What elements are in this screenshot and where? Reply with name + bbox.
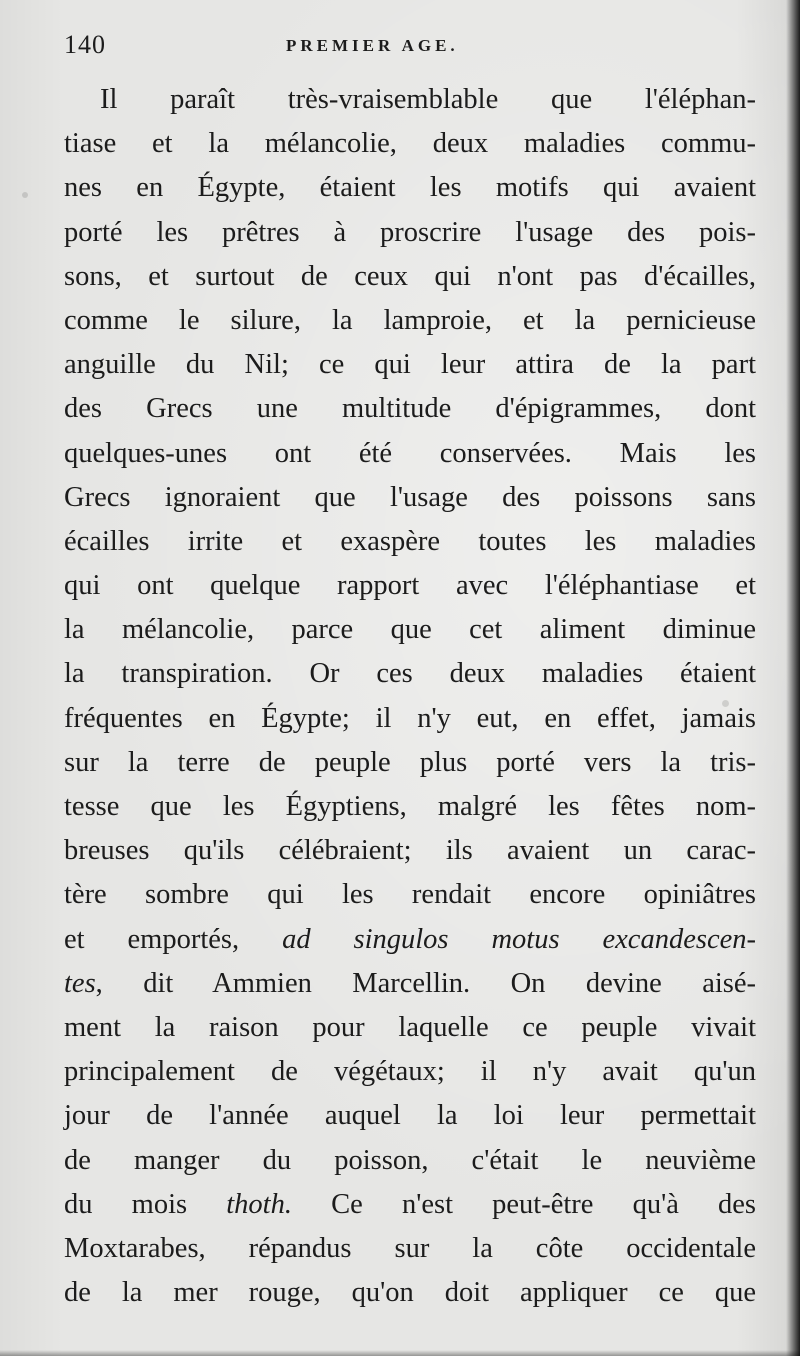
- text-line: quelques-unes ont été conservées. Mais les: [64, 437, 756, 469]
- text-line: de la mer rouge, qu'on doit appliquer ce que: [64, 1277, 756, 1309]
- text-line: nes en Égypte, étaient les motifs qui avaient: [64, 172, 756, 204]
- text-line: [64, 918, 756, 962]
- page-edge-shadow: [786, 0, 800, 1356]
- text-line: Il paraît très-vraisemblable que l'éléphan-: [100, 84, 756, 115]
- text-line: tère sombre qui les rendait encore opiniâtres: [64, 879, 756, 911]
- text-line: tesse que les Égyptiens, malgré les fêtes nom-: [64, 791, 756, 822]
- page-number: 140: [64, 30, 106, 59]
- page-bottom-shadow: [0, 1350, 800, 1356]
- text-run: , dit Ammien Marcellin. On devine aisé-: [95, 967, 756, 999]
- running-head: PREMIER AGE.: [286, 36, 459, 55]
- text-line: tiase et la mélancolie, deux maladies commu-: [64, 128, 756, 160]
- text-line: Grecs ignoraient que l'usage des poissons sans: [64, 481, 756, 513]
- text-line: breuses qu'ils célébraient; ils avaient un carac-: [64, 835, 756, 867]
- text-line: porté les prêtres à proscrire l'usage des pois-: [64, 216, 756, 248]
- latin-quote: ad singulos motus excandescen-: [282, 923, 756, 955]
- latin-quote-end: tes: [64, 967, 96, 999]
- text-run: du mois: [64, 1188, 227, 1220]
- text-line: sur la terre de peuple plus porté vers la tris-: [64, 746, 756, 778]
- paper-speck: [22, 192, 28, 198]
- text-line: Moxtarabes, répandus sur la côte occidentale: [64, 1232, 756, 1264]
- text-line: jour de l'année auquel la loi leur permettait: [64, 1100, 756, 1132]
- text-line: ment la raison pour laquelle ce peuple vivait: [64, 1011, 756, 1043]
- text-line: la transpiration. Or ces deux maladies étaient: [64, 658, 756, 690]
- text-line: écailles irrite et exaspère toutes les maladies: [64, 525, 756, 557]
- text-line: la mélancolie, parce que cet aliment diminue: [64, 614, 756, 646]
- text-line: des Grecs une multitude d'épigrammes, dont: [64, 393, 756, 425]
- page-header: [64, 30, 756, 70]
- text-run: et emportés,: [64, 923, 283, 955]
- month-name: thoth.: [226, 1188, 292, 1220]
- text-line: de manger du poisson, c'était le neuvième: [64, 1144, 756, 1176]
- text-line: qui ont quelque rapport avec l'éléphantiase et: [64, 570, 756, 602]
- text-line: comme le silure, la lamproie, et la pernicieuse: [64, 304, 756, 336]
- text-run: Ce n'est peut-être qu'à des: [291, 1188, 756, 1220]
- text-line: anguille du Nil; ce qui leur attira de la part: [64, 349, 756, 381]
- paper-speck: [722, 700, 729, 707]
- text-line: [64, 962, 756, 1006]
- text-line: principalement de végétaux; il n'y avait qu'un: [64, 1056, 756, 1088]
- text-line: fréquentes en Égypte; il n'y eut, en effet, jamais: [64, 702, 756, 734]
- text-line: sons, et surtout de ceux qui n'ont pas d'écailles,: [64, 260, 756, 292]
- text-line: [64, 1183, 756, 1227]
- body-text: [64, 78, 756, 1315]
